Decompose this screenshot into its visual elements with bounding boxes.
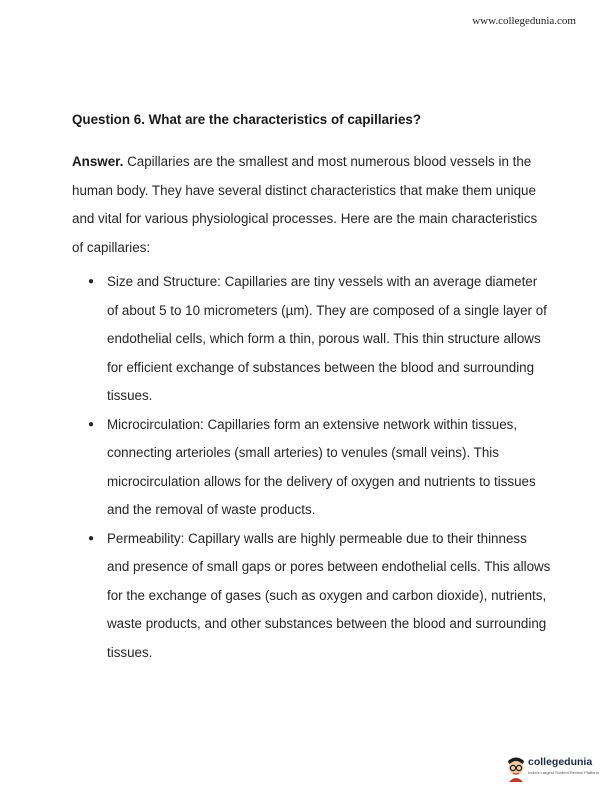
site-url[interactable]: www.collegedunia.com xyxy=(472,15,576,27)
list-item xyxy=(72,268,552,411)
list-item-text: Size and Structure: Capillaries are tiny vessels with an average diameter of about 5 to 10 micrometers (µm). They are composed of a single layer of endothelial cells, which form a thin, porous wall. This thin structure allows for efficient exchange of substances between the blood and surrounding tissues. xyxy=(107,274,547,403)
collegedunia-logo[interactable] xyxy=(505,752,605,784)
answer-intro: Capillaries are the smallest and most numerous blood vessels in the human body. They have several distinct characteristics that make them unique and vital for various physiological processes. Here are the main characteristics of capillaries: xyxy=(72,154,538,255)
logo-tagline: India's Largest Student Review Platform xyxy=(528,770,600,775)
list-item xyxy=(72,525,552,668)
bullet-icon: ● xyxy=(88,276,95,287)
logo-wordmark: collegedunia xyxy=(528,756,593,768)
bullet-icon: ● xyxy=(88,532,95,544)
characteristics-list xyxy=(72,268,552,667)
list-item xyxy=(72,411,552,525)
list-item-text: Permeability: Capillary walls are highly permeable due to their thinness and presence of small gaps or pores between endothelial cells. This allows for the exchange of gases (such as oxygen and carbon dioxide), nutrients, waste products, and other substances between the blood and surrounding tissues. xyxy=(107,530,551,660)
bullet-icon: ● xyxy=(88,418,95,430)
question-heading: Question 6. What are the characteristics of capillaries? xyxy=(72,112,422,127)
answer-paragraph xyxy=(72,148,542,262)
list-item-text: Microcirculation: Capillaries form an extensive network within tissues, connecting arterioles (small arteries) to venules (small veins). This microcirculation allows for the delivery of oxygen and nutrients to tissues and the removal of waste products. xyxy=(107,416,536,517)
answer-label: Answer. xyxy=(72,154,124,169)
mascot-icon xyxy=(505,752,527,782)
